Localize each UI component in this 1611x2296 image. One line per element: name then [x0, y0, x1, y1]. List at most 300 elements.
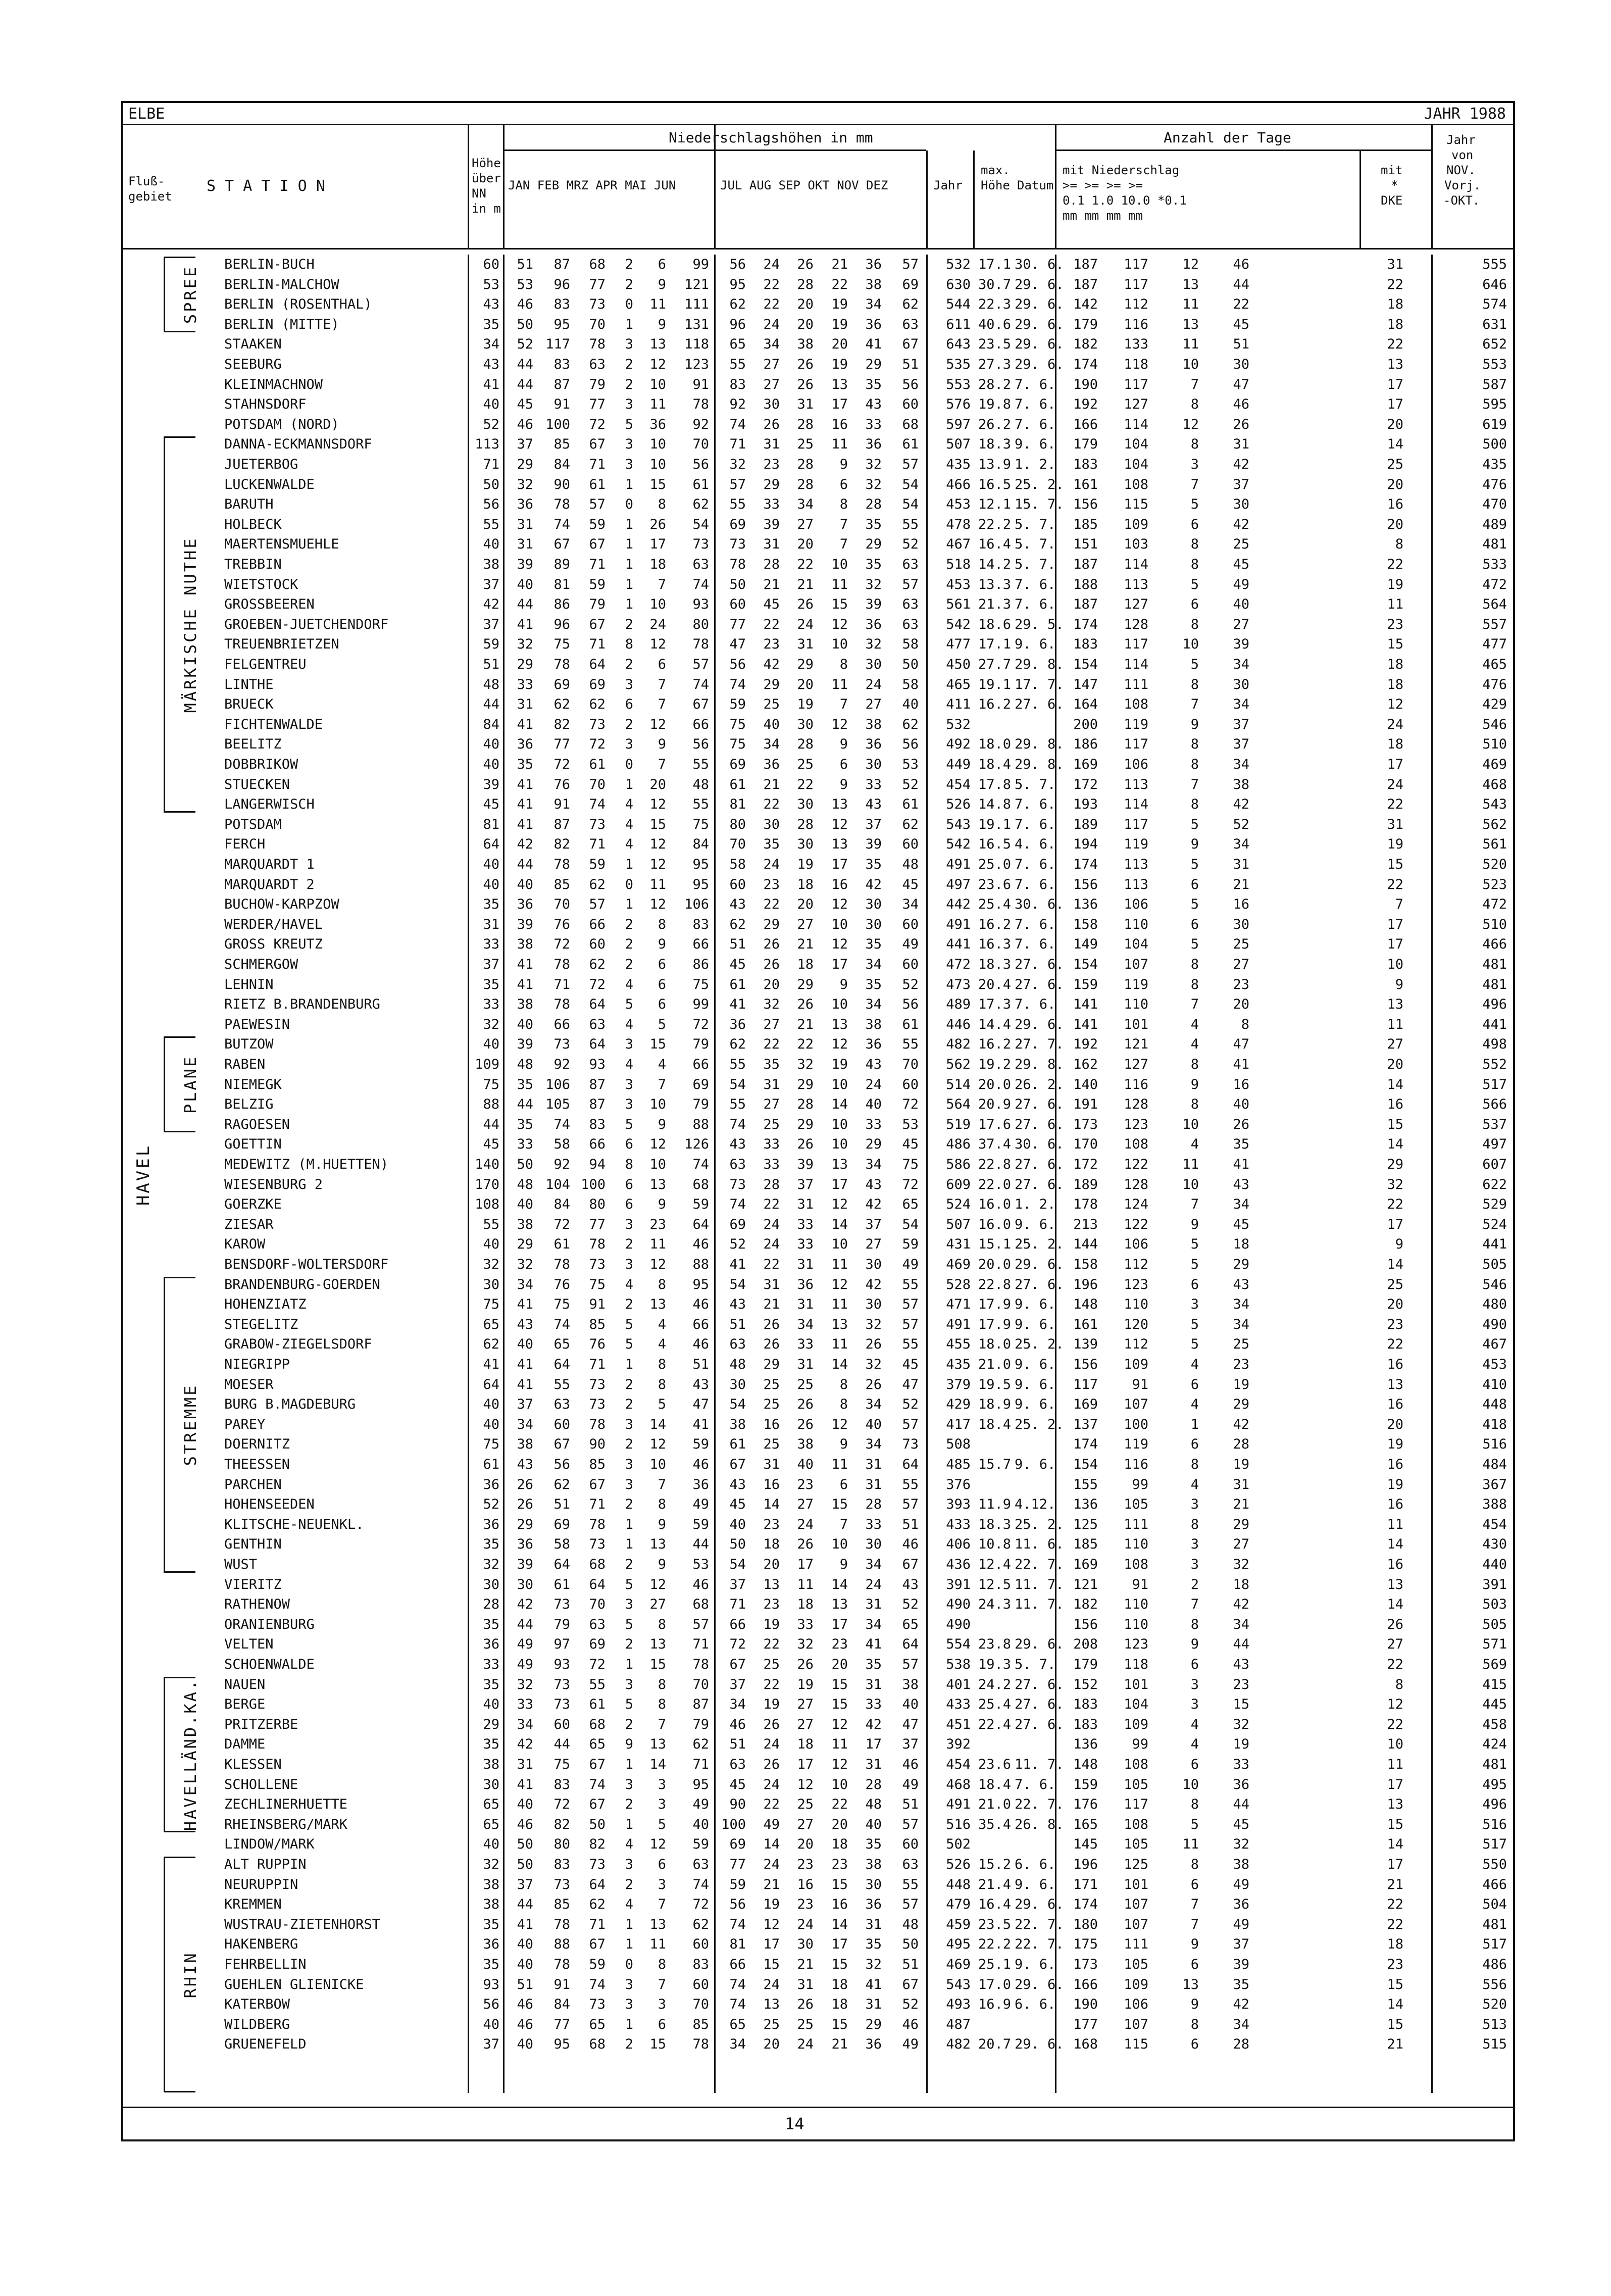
value-cell: 128: [1124, 1096, 1148, 1113]
station-name-cell: MARQUARDT 1: [224, 857, 315, 872]
table-row: [123, 1875, 1513, 1895]
value-cell: 38: [483, 1896, 499, 1913]
value-cell: 55: [692, 796, 709, 813]
value-cell: 37.4: [978, 1136, 1011, 1153]
station-name-cell: WUSTRAU-ZIETENHORST: [224, 1916, 380, 1932]
value-cell: 66: [729, 1957, 746, 1972]
value-cell: 4: [625, 976, 633, 992]
value-cell: 107: [1124, 1896, 1148, 1913]
table-row: [123, 1375, 1513, 1395]
station-name-cell: THEESSEN: [224, 1457, 290, 1472]
value-cell: 2: [625, 1496, 633, 1513]
value-cell: 62: [902, 816, 919, 832]
value-cell: 29. 6.: [1015, 1976, 1064, 1992]
value-cell: 448: [946, 1876, 971, 1892]
value-cell: 15: [831, 1496, 848, 1513]
value-cell: 26: [797, 1136, 814, 1153]
value-cell: 4: [1190, 1136, 1199, 1153]
station-name-cell: BELZIG: [224, 1096, 274, 1113]
value-cell: 441: [1482, 1236, 1507, 1253]
value-cell: 43: [729, 896, 746, 913]
value-cell: 24: [763, 1216, 780, 1232]
station-name-cell: RABEN: [224, 1057, 266, 1072]
value-cell: 156: [1073, 496, 1098, 513]
value-cell: 11: [1387, 596, 1403, 613]
value-cell: 9. 6.: [1015, 1876, 1056, 1892]
value-cell: 19: [1233, 1376, 1249, 1392]
table-row: [123, 494, 1513, 515]
value-cell: 72: [589, 416, 606, 432]
value-cell: 472: [1482, 896, 1507, 913]
value-cell: 87: [553, 257, 570, 272]
value-cell: 14: [1387, 436, 1403, 453]
value-cell: 69: [729, 1836, 746, 1853]
value-cell: 166: [1073, 1976, 1098, 1992]
value-cell: 13.9: [978, 457, 1011, 472]
value-cell: 33: [483, 936, 499, 953]
value-cell: 32: [865, 1957, 882, 1972]
value-cell: 183: [1073, 1696, 1098, 1713]
value-cell: 30: [763, 816, 780, 832]
dke-header: DKE: [1381, 193, 1403, 208]
value-cell: 41: [692, 1416, 709, 1432]
value-cell: 165: [1073, 1816, 1098, 1832]
value-cell: 6. 6.: [1015, 1857, 1056, 1872]
value-cell: 62: [589, 957, 606, 972]
value-cell: 187: [1073, 257, 1098, 272]
value-cell: 22. 7.: [1015, 1557, 1064, 1572]
value-cell: 162: [1073, 1057, 1098, 1072]
value-cell: 63: [692, 1857, 709, 1872]
value-cell: 532: [946, 716, 971, 732]
river-group-label: HAVEL: [133, 1143, 154, 1206]
max-header: max.: [981, 163, 1010, 177]
value-cell: 31: [797, 636, 814, 653]
value-cell: 60: [902, 957, 919, 972]
value-cell: 524: [1482, 1216, 1507, 1232]
value-cell: 6: [1190, 916, 1199, 932]
value-cell: 19: [797, 1676, 814, 1692]
value-cell: 6: [839, 476, 848, 492]
value-cell: 152: [1073, 1676, 1098, 1692]
value-cell: 141: [1073, 1016, 1098, 1032]
value-cell: 31: [517, 1757, 533, 1772]
value-cell: 26: [797, 596, 814, 613]
value-cell: 91: [692, 376, 709, 392]
value-cell: 526: [946, 796, 971, 813]
value-cell: 26: [763, 1316, 780, 1332]
value-cell: 15: [831, 1876, 848, 1892]
value-cell: 65: [483, 1796, 499, 1813]
value-cell: 29: [797, 1076, 814, 1092]
value-cell: 21: [763, 776, 780, 792]
value-cell: 3: [625, 457, 633, 472]
value-cell: 37: [483, 576, 499, 592]
station-name-cell: KLEINMACHNOW: [224, 376, 323, 392]
value-cell: 96: [729, 316, 746, 332]
value-cell: 31: [1233, 436, 1249, 453]
value-cell: 63: [729, 1157, 746, 1172]
value-cell: 177: [1073, 2016, 1098, 2032]
value-cell: 74: [589, 1776, 606, 1792]
value-cell: 495: [1482, 1776, 1507, 1792]
value-cell: 31: [763, 1457, 780, 1472]
value-cell: 10: [1182, 1776, 1199, 1792]
value-cell: 4: [625, 1057, 633, 1072]
value-cell: 105: [1124, 1957, 1148, 1972]
value-cell: 29. 6.: [1015, 1896, 1064, 1913]
value-cell: 28: [797, 1096, 814, 1113]
value-cell: 6: [1190, 1276, 1199, 1292]
value-cell: 24.3: [978, 1596, 1011, 1613]
value-cell: 17: [797, 1757, 814, 1772]
value-cell: 43: [729, 1136, 746, 1153]
value-cell: 54: [729, 1076, 746, 1092]
threshold-values: 0.1 1.0 10.0 *0.1: [1063, 193, 1187, 208]
value-cell: 587: [1482, 376, 1507, 392]
value-cell: 2: [625, 1716, 633, 1732]
value-cell: 44: [483, 1116, 499, 1132]
value-cell: 6: [625, 1196, 633, 1213]
value-cell: 16.3: [978, 936, 1011, 953]
table-row: [123, 1094, 1513, 1115]
value-cell: 8: [1190, 536, 1199, 553]
value-cell: 164: [1073, 696, 1098, 713]
value-cell: 105: [545, 1096, 570, 1113]
value-cell: 34: [865, 1396, 882, 1413]
value-cell: 23: [1233, 1357, 1249, 1372]
value-cell: 9: [658, 736, 666, 753]
value-cell: 376: [946, 1476, 971, 1492]
value-cell: 67: [589, 1757, 606, 1772]
value-cell: 65: [589, 2016, 606, 2032]
value-cell: 62: [729, 296, 746, 313]
value-cell: 11.9: [978, 1496, 1011, 1513]
value-cell: 60: [902, 916, 919, 932]
value-cell: 118: [1124, 1657, 1148, 1672]
value-cell: 12: [649, 796, 666, 813]
value-cell: 67: [589, 616, 606, 632]
value-cell: 36: [517, 496, 533, 513]
table-row: [123, 415, 1513, 435]
value-cell: 25: [797, 1796, 814, 1813]
value-cell: 42: [517, 1596, 533, 1613]
value-cell: 78: [553, 996, 570, 1013]
value-cell: 59: [692, 1836, 709, 1853]
value-cell: 117: [1124, 636, 1148, 653]
value-cell: 31: [865, 1476, 882, 1492]
value-cell: 55: [729, 496, 746, 513]
value-cell: 23: [1233, 976, 1249, 992]
value-cell: 78: [692, 396, 709, 413]
value-cell: 13: [763, 1996, 780, 2013]
value-cell: 23: [831, 1857, 848, 1872]
station-name-cell: BENSDORF-WOLTERSDORF: [224, 1257, 389, 1272]
value-cell: 12: [649, 857, 666, 872]
value-cell: 15: [1387, 1976, 1403, 1992]
value-cell: 13: [649, 1536, 666, 1553]
value-cell: 18: [797, 876, 814, 892]
value-cell: 36: [517, 1536, 533, 1553]
value-cell: 453: [946, 576, 971, 592]
value-cell: 481: [1482, 976, 1507, 992]
value-cell: 39: [1233, 1957, 1249, 1972]
value-cell: 7: [1190, 776, 1199, 792]
value-cell: 113: [475, 436, 499, 453]
value-cell: 38: [865, 716, 882, 732]
value-cell: 9. 6.: [1015, 1357, 1056, 1372]
value-cell: 35: [865, 1657, 882, 1672]
value-cell: 66: [553, 1016, 570, 1032]
value-cell: 36: [865, 316, 882, 332]
value-cell: 9: [1190, 1636, 1199, 1653]
table-row: [123, 634, 1513, 655]
value-cell: 17: [831, 957, 848, 972]
value-cell: 1: [625, 576, 633, 592]
value-cell: 25: [1233, 936, 1249, 953]
value-cell: 82: [553, 716, 570, 732]
value-cell: 41: [729, 996, 746, 1013]
value-cell: 32: [797, 1636, 814, 1653]
table-row: [123, 815, 1513, 835]
value-cell: 75: [729, 736, 746, 753]
value-cell: 78: [589, 1416, 606, 1432]
value-cell: 17: [831, 396, 848, 413]
value-cell: 65: [729, 336, 746, 353]
value-cell: 10: [831, 1236, 848, 1253]
station-name-cell: BURG B.MAGDEBURG: [224, 1396, 356, 1413]
value-cell: 39: [1233, 636, 1249, 653]
value-cell: 58: [902, 636, 919, 653]
value-cell: 8: [1190, 1616, 1199, 1632]
value-cell: 8: [658, 1276, 666, 1292]
value-cell: 36: [517, 736, 533, 753]
value-cell: 33: [865, 1516, 882, 1532]
value-cell: 18.4: [978, 1776, 1011, 1792]
value-cell: 20: [831, 336, 848, 353]
value-cell: 15.2: [978, 1857, 1011, 1872]
value-cell: 3: [625, 1096, 633, 1113]
value-cell: 23: [831, 1636, 848, 1653]
river-group-label: HAVELLÄND.KA.: [181, 1678, 200, 1831]
value-cell: 48: [517, 1176, 533, 1192]
value-cell: 28: [1233, 1436, 1249, 1453]
value-cell: 7: [658, 676, 666, 692]
value-cell: 46: [902, 1536, 919, 1553]
value-cell: 25: [763, 1116, 780, 1132]
value-cell: 51: [1233, 336, 1249, 353]
value-cell: 40: [483, 757, 499, 772]
value-cell: 569: [1482, 1657, 1507, 1672]
value-cell: 15: [1387, 857, 1403, 872]
station-name-cell: LINTHE: [224, 676, 274, 692]
value-cell: 27: [797, 1496, 814, 1513]
river-name: ELBE: [128, 105, 165, 123]
table-row: [123, 1615, 1513, 1635]
value-cell: 22: [1387, 557, 1403, 572]
value-cell: 174: [1073, 1896, 1098, 1913]
value-cell: 74: [692, 1876, 709, 1892]
value-cell: 52: [902, 1396, 919, 1413]
value-cell: 49: [692, 1796, 709, 1813]
value-cell: 11: [1182, 1836, 1199, 1853]
value-cell: 459: [946, 1916, 971, 1932]
value-cell: 178: [1073, 1196, 1098, 1213]
value-cell: 22.3: [978, 296, 1011, 313]
value-cell: 17: [1387, 916, 1403, 932]
value-cell: 123: [1124, 1276, 1148, 1292]
value-cell: 61: [902, 436, 919, 453]
value-cell: 5: [1190, 1816, 1199, 1832]
mit-niederschlag-header: mit Niederschlag: [1063, 163, 1180, 177]
value-cell: 2: [625, 1396, 633, 1413]
value-cell: 469: [1482, 757, 1507, 772]
jahr-von-3: NOV.: [1446, 163, 1476, 177]
value-cell: 22: [763, 1257, 780, 1272]
value-cell: 70: [692, 436, 709, 453]
value-cell: 52: [902, 976, 919, 992]
value-cell: 458: [1482, 1716, 1507, 1732]
value-cell: 516: [946, 1816, 971, 1832]
value-cell: 27. 6.: [1015, 1276, 1064, 1292]
value-cell: 505: [1482, 1616, 1507, 1632]
value-cell: 36: [649, 416, 666, 432]
value-cell: 69: [692, 1076, 709, 1092]
value-cell: 3: [1190, 1536, 1199, 1553]
value-cell: 32: [517, 476, 533, 492]
value-cell: 142: [1073, 296, 1098, 313]
river-group-label: RHIN: [181, 1951, 200, 1999]
value-cell: 12.4: [978, 1557, 1011, 1572]
anzahl-title: Anzahl der Tage: [1164, 129, 1291, 146]
value-cell: 35.4: [978, 1816, 1011, 1832]
table-row: [123, 1594, 1513, 1615]
value-cell: 2: [625, 936, 633, 953]
value-cell: 5. 7.: [1015, 1657, 1056, 1672]
value-cell: 519: [946, 1116, 971, 1132]
value-cell: 26: [1387, 1616, 1403, 1632]
value-cell: 23: [797, 1857, 814, 1872]
value-cell: 22: [797, 776, 814, 792]
value-cell: 32: [865, 457, 882, 472]
value-cell: 37: [483, 2036, 499, 2053]
value-cell: 55: [902, 1036, 919, 1053]
value-cell: 63: [729, 1757, 746, 1772]
value-cell: 16.0: [978, 1196, 1011, 1213]
value-cell: 60: [553, 1716, 570, 1732]
value-cell: 34: [902, 896, 919, 913]
value-cell: 60: [729, 876, 746, 892]
value-cell: 14: [1387, 1076, 1403, 1092]
value-cell: 69: [729, 1216, 746, 1232]
station-name-cell: STAHNSDORF: [224, 396, 307, 413]
value-cell: 622: [1482, 1176, 1507, 1192]
value-cell: 43: [692, 1376, 709, 1392]
value-cell: 5: [658, 1016, 666, 1032]
value-cell: 46: [902, 2016, 919, 2032]
value-cell: 38: [865, 1016, 882, 1032]
value-cell: 20: [1387, 1416, 1403, 1432]
value-cell: 31: [797, 1257, 814, 1272]
value-cell: 33: [797, 1216, 814, 1232]
value-cell: 67: [729, 1657, 746, 1672]
value-cell: 473: [946, 976, 971, 992]
station-name-cell: GROSS KREUTZ: [224, 936, 323, 953]
value-cell: 18: [1387, 316, 1403, 332]
value-cell: 45: [729, 1496, 746, 1513]
station-name-cell: GUEHLEN GLIENICKE: [224, 1976, 364, 1992]
value-cell: 8: [658, 1957, 666, 1972]
value-cell: 30: [763, 396, 780, 413]
value-cell: 27: [1233, 616, 1249, 632]
value-cell: 13: [831, 796, 848, 813]
value-cell: 21.3: [978, 596, 1011, 613]
value-cell: 22.8: [978, 1276, 1011, 1292]
value-cell: 73: [729, 536, 746, 553]
value-cell: 18.3: [978, 1516, 1011, 1532]
value-cell: 4: [625, 1276, 633, 1292]
value-cell: 29. 6.: [1015, 1016, 1064, 1032]
value-cell: 43: [483, 357, 499, 372]
value-cell: 4: [625, 836, 633, 853]
value-cell: 105: [1124, 1496, 1148, 1513]
value-cell: 45: [729, 1776, 746, 1792]
value-cell: 23: [763, 876, 780, 892]
value-cell: 5. 7.: [1015, 776, 1056, 792]
value-cell: 13: [649, 1636, 666, 1653]
value-cell: 29: [1233, 1396, 1249, 1413]
value-cell: 35: [483, 976, 499, 992]
value-cell: 55: [902, 1476, 919, 1492]
value-cell: 186: [1073, 736, 1098, 753]
value-cell: 24: [797, 1516, 814, 1532]
value-cell: 28: [483, 1596, 499, 1613]
value-cell: 17.6: [978, 1116, 1011, 1132]
station-name-cell: RHEINSBERG/MARK: [224, 1816, 347, 1832]
value-cell: 54: [902, 496, 919, 513]
value-cell: 43: [1233, 1657, 1249, 1672]
value-cell: 48: [729, 1357, 746, 1372]
station-name-cell: LINDOW/MARK: [224, 1836, 315, 1853]
value-cell: 159: [1073, 1776, 1098, 1792]
value-cell: 37: [1233, 1936, 1249, 1953]
value-cell: 35: [483, 1736, 499, 1753]
station-name-cell: ORANIENBURG: [224, 1616, 315, 1632]
table-row: [123, 655, 1513, 675]
value-cell: 26: [797, 1416, 814, 1432]
value-cell: 11: [831, 436, 848, 453]
value-cell: 31: [797, 1357, 814, 1372]
value-cell: 122: [1124, 1216, 1148, 1232]
value-cell: 136: [1073, 896, 1098, 913]
value-cell: 520: [1482, 857, 1507, 872]
value-cell: 19: [797, 696, 814, 713]
value-cell: 180: [1073, 1916, 1098, 1932]
value-cell: 393: [946, 1496, 971, 1513]
value-cell: 17.1: [978, 257, 1011, 272]
value-cell: 170: [475, 1176, 499, 1192]
value-cell: 57: [902, 1816, 919, 1832]
table-row: [123, 434, 1513, 455]
value-cell: 16: [1387, 1557, 1403, 1572]
value-cell: 454: [946, 776, 971, 792]
value-cell: 12: [649, 1257, 666, 1272]
value-cell: 38: [1233, 1857, 1249, 1872]
value-cell: 136: [1073, 1496, 1098, 1513]
value-cell: 34: [865, 957, 882, 972]
value-cell: 30: [797, 1936, 814, 1953]
value-cell: 59: [589, 516, 606, 532]
